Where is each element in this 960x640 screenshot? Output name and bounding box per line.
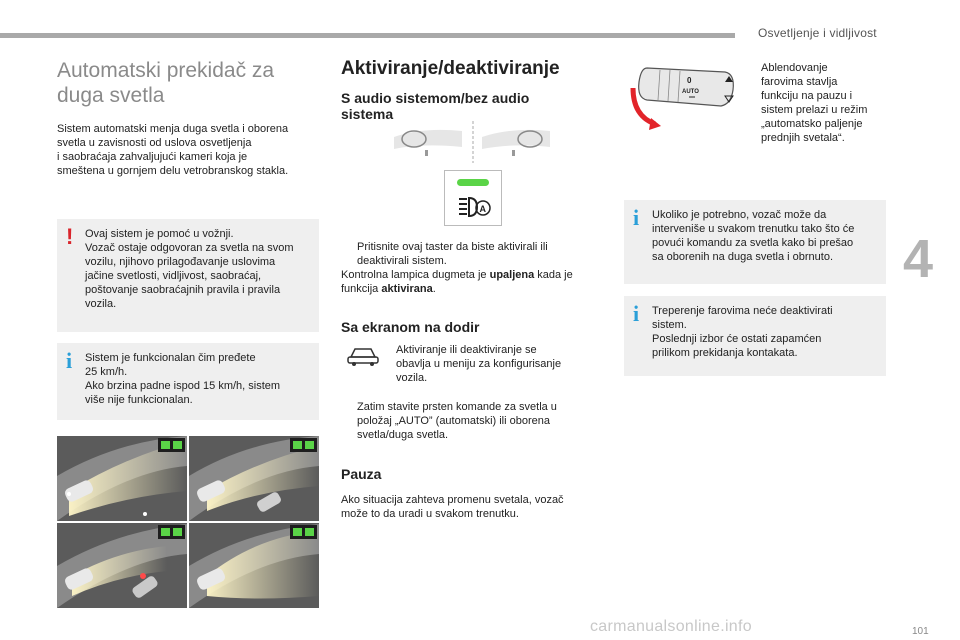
info-note-speed: i Sistem je funkcionalan čim pređete 25 km/h. Ako brzina padne ispod 15 km/h, sistem više nije funkcionalan. bbox=[57, 343, 319, 420]
warning-icon: ! bbox=[66, 224, 74, 249]
section-title: Osvetljenje i vidljivost bbox=[758, 26, 877, 40]
header-rule bbox=[0, 33, 735, 38]
info-icon: i bbox=[633, 301, 640, 326]
touchscreen-subtitle: Sa ekranom na dodir bbox=[341, 319, 480, 335]
info-icon: i bbox=[66, 348, 73, 373]
stalk-text: Ablendovanje farovima stavlja funkciju na pauzu i sistem prelazi u režim „automatsko paljenje prednjih svetala“. bbox=[761, 62, 868, 144]
column-1 bbox=[57, 58, 319, 178]
svg-text:A: A bbox=[479, 204, 486, 214]
traffic-illustrations bbox=[57, 436, 319, 608]
car-settings-icon bbox=[346, 345, 380, 367]
scene-1 bbox=[57, 436, 187, 521]
warning-note: ! Ovaj sistem je pomoć u vožnji. Vozač ostaje odgovoran za svetla na svom vozilu, njihovo prilagođavanje uslovima jačine svetlosti, vidljivost, saobraćaj, poštovanje saobraćajnih pravila i pravila vozila. bbox=[57, 219, 319, 332]
audio-subtitle: S audio sistemom/bez audio sistema bbox=[341, 90, 530, 122]
steering-wheel-diagram bbox=[392, 119, 552, 164]
traffic-illustrations-svg bbox=[57, 436, 319, 608]
stalk-auto-label: AUTO bbox=[682, 89, 699, 95]
pause-text: Ako situacija zahteva promenu svetala, vozač može to da uradi u svakom trenutku. bbox=[341, 494, 564, 520]
info-note-override: i Ukoliko je potrebno, vozač može da interveniše u svakom trenutku tako što će povući komandu za svetla kako bi prešao sa oborenih na duga svetla i obrnuto. bbox=[624, 200, 886, 284]
scene-4 bbox=[189, 523, 319, 608]
page-title: Automatski prekidač za duga svetla bbox=[57, 59, 275, 107]
pause-subtitle: Pauza bbox=[341, 466, 382, 482]
page-number: 101 bbox=[912, 626, 929, 637]
info-icon: i bbox=[633, 205, 640, 230]
touchscreen-text: Aktiviranje ili deaktiviranje se obavlja u meniju za konfigurisanje vozila. bbox=[396, 344, 562, 384]
scene-2 bbox=[189, 436, 319, 521]
button-indicator-lamp bbox=[457, 179, 489, 186]
scene-3 bbox=[57, 523, 187, 608]
high-beam-button[interactable] bbox=[444, 170, 502, 226]
info-note-flashing: i Treperenje farovima neće deaktivirati sistem. Poslednji izbor će ostati zapamćen prilikom prekidanja kontakata. bbox=[624, 296, 886, 376]
lamp-explanation: Kontrolna lampica dugmeta je upaljena kada je funkcija aktivirana. bbox=[341, 269, 573, 295]
stalk-zero-label: 0 bbox=[687, 76, 692, 85]
intro-paragraph: Sistem automatski menja duga svetla i oborena svetla u zavisnosti od uslova osvetljenja i saobraćaja zahvaljujući kameri koja je smeštena u gornjem delu vetrobranskog stakla. bbox=[57, 123, 289, 177]
watermark: carmanualsonline.info bbox=[590, 618, 752, 635]
bullet-ring-position: Zatim stavite prsten komande za svetla u položaj „AUTO” (automatski) ili oborena svetla/duga svetla. bbox=[357, 401, 557, 441]
auto-high-beam-icon bbox=[457, 195, 491, 219]
column-2 bbox=[341, 58, 606, 122]
bullet-press-button: Pritisnite ovaj taster da biste aktivirali ili deaktivirali sistem. bbox=[357, 241, 548, 267]
activation-title: Aktiviranje/deaktiviranje bbox=[341, 58, 560, 79]
chapter-number: 4 bbox=[903, 229, 934, 289]
light-stalk-diagram bbox=[625, 60, 755, 132]
